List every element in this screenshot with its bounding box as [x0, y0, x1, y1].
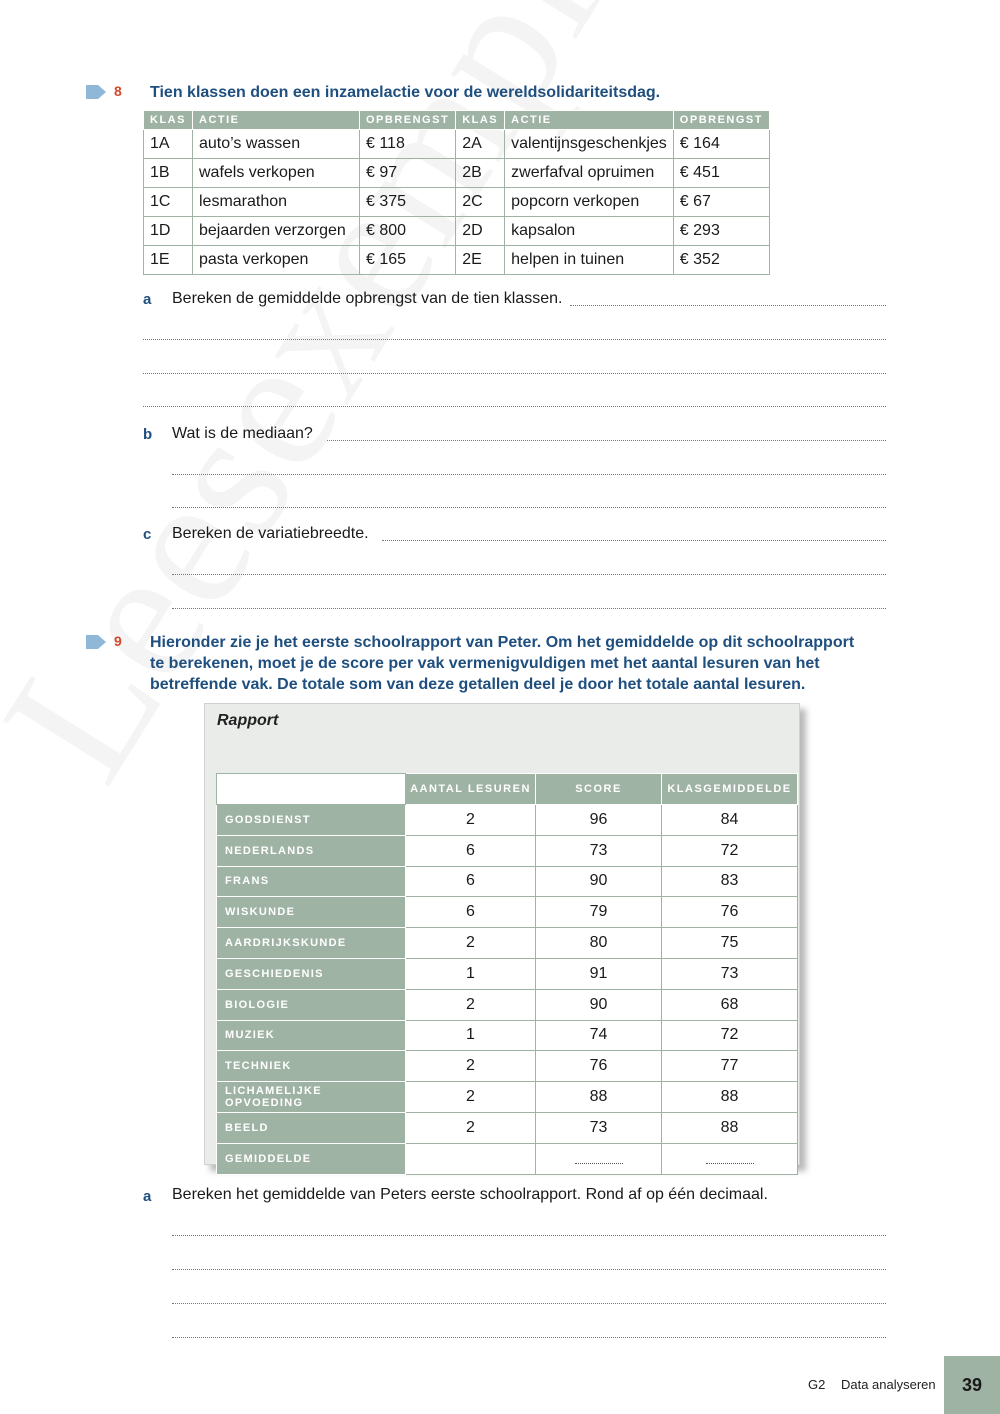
table-cell: € 97 [360, 159, 456, 188]
answer-line[interactable] [143, 406, 886, 407]
empty-header-cell [217, 774, 406, 805]
lesson-hours: 2 [406, 989, 536, 1020]
table-cell: popcorn verkopen [505, 188, 674, 217]
table-cell: auto’s wassen [193, 130, 360, 159]
table-cell: € 293 [673, 217, 769, 246]
class-average: 73 [662, 958, 798, 989]
table-row [217, 805, 798, 836]
table-cell: zwerfafval opruimen [505, 159, 674, 188]
table-cell: 2E [456, 246, 505, 275]
answer-line[interactable] [143, 373, 886, 374]
table-cell: € 352 [673, 246, 769, 275]
score: 90 [536, 989, 662, 1020]
answer-line[interactable] [172, 574, 886, 575]
column-header: KLAS [456, 111, 505, 130]
answer-line[interactable] [172, 1269, 886, 1270]
answer-line[interactable] [570, 305, 886, 306]
class-average: 88 [662, 1082, 798, 1113]
average-hours-cell [406, 1143, 536, 1174]
class-average: 88 [662, 1112, 798, 1143]
table-header-row [217, 774, 798, 805]
exercise-title: Hieronder zie je het eerste schoolrapport van Peter. Om het gemiddelde op dit schoolrapport te berekenen, moet je de score per vak vermenigvuldigen met het aantal lesuren van het betreffende vak. De totale som van deze getallen deel je door het totale aantal lesuren. [150, 634, 855, 693]
table-cell: pasta verkopen [193, 246, 360, 275]
section-title: Data analyseren [840, 1377, 936, 1392]
table-row [217, 835, 798, 866]
footer [808, 1377, 948, 1392]
table-cell: 1C [144, 188, 193, 217]
answer-line[interactable] [172, 1303, 886, 1304]
score: 80 [536, 928, 662, 959]
table-row [217, 897, 798, 928]
score: 88 [536, 1082, 662, 1113]
table-cell: helpen in tuinen [505, 246, 674, 275]
average-label: GEMIDDELDE [217, 1143, 406, 1174]
table-cell: 2C [456, 188, 505, 217]
lesson-hours: 6 [406, 897, 536, 928]
class-average: 72 [662, 835, 798, 866]
table-row [144, 217, 770, 246]
column-header: KLASGEMIDDELDE [662, 774, 798, 805]
answer-line[interactable] [172, 1235, 886, 1236]
class-average: 77 [662, 1051, 798, 1082]
exercise-number: 9 [114, 633, 122, 649]
table-row [144, 159, 770, 188]
answer-line[interactable] [172, 507, 886, 508]
lesson-hours: 6 [406, 835, 536, 866]
score: 73 [536, 1112, 662, 1143]
column-header: SCORE [536, 774, 662, 805]
subject-label: BIOLOGIE [217, 989, 406, 1020]
answer-line[interactable] [327, 440, 886, 441]
subject-label: LICHAMELIJKE OPVOEDING [217, 1082, 406, 1113]
score: 91 [536, 958, 662, 989]
lesson-hours: 1 [406, 1020, 536, 1051]
class-average: 72 [662, 1020, 798, 1051]
score: 90 [536, 866, 662, 897]
question-text: Bereken de variatiebreedte. [172, 525, 369, 542]
chapter-code: G2 [808, 1377, 826, 1392]
column-header: KLAS [144, 111, 193, 130]
column-header: OPBRENGST [673, 111, 769, 130]
table-cell: bejaarden verzorgen [193, 217, 360, 246]
table-cell: € 118 [360, 130, 456, 159]
report-table [216, 773, 798, 1175]
score: 76 [536, 1051, 662, 1082]
subject-label: GESCHIEDENIS [217, 958, 406, 989]
score: 79 [536, 897, 662, 928]
table-cell: kapsalon [505, 217, 674, 246]
average-class-field[interactable] [662, 1143, 798, 1174]
table-cell: € 800 [360, 217, 456, 246]
score: 96 [536, 805, 662, 836]
subject-label: AARDRIJKSKUNDE [217, 928, 406, 959]
table-cell: € 375 [360, 188, 456, 217]
report-card [204, 703, 800, 1165]
lesson-hours: 2 [406, 1051, 536, 1082]
average-score-field[interactable] [536, 1143, 662, 1174]
question-text: Bereken het gemiddelde van Peters eerste schoolrapport. Rond af op één decimaal. [172, 1186, 768, 1203]
score: 74 [536, 1020, 662, 1051]
exercise-title: Tien klassen doen een inzamelactie voor de wereldsolidariteitsdag. [150, 84, 661, 101]
lesson-hours: 1 [406, 958, 536, 989]
table-cell: 1D [144, 217, 193, 246]
column-header: ACTIE [505, 111, 674, 130]
table-row [217, 1112, 798, 1143]
answer-line[interactable] [382, 540, 886, 541]
table-header-row [144, 111, 770, 130]
table-row [144, 188, 770, 217]
class-average: 75 [662, 928, 798, 959]
lesson-hours: 2 [406, 1082, 536, 1113]
question-text: Bereken de gemiddelde opbrengst van de tien klassen. [172, 290, 563, 307]
question-letter: a [143, 291, 152, 308]
subject-label: MUZIEK [217, 1020, 406, 1051]
arrow-marker-icon [86, 85, 106, 99]
table-row [217, 928, 798, 959]
question-letter: b [143, 426, 153, 443]
question-letter: c [143, 526, 152, 543]
table-row [217, 958, 798, 989]
subject-label: NEDERLANDS [217, 835, 406, 866]
table-cell: valentijnsgeschenkjes [505, 130, 674, 159]
class-average: 83 [662, 866, 798, 897]
table-cell: 2D [456, 217, 505, 246]
table-cell: € 164 [673, 130, 769, 159]
subject-label: BEELD [217, 1112, 406, 1143]
subject-label: GODSDIENST [217, 805, 406, 836]
table-cell: 1E [144, 246, 193, 275]
table-cell: lesmarathon [193, 188, 360, 217]
table-row [217, 1020, 798, 1051]
answer-line[interactable] [143, 339, 886, 340]
table-cell: € 451 [673, 159, 769, 188]
subject-label: TECHNIEK [217, 1051, 406, 1082]
table-row [144, 246, 770, 275]
lesson-hours: 2 [406, 928, 536, 959]
table-row [217, 866, 798, 897]
question-text: Wat is de mediaan? [172, 425, 313, 442]
table-cell: wafels verkopen [193, 159, 360, 188]
column-header: OPBRENGST [360, 111, 456, 130]
table-cell: 2A [456, 130, 505, 159]
lesson-hours: 6 [406, 866, 536, 897]
subject-label: WISKUNDE [217, 897, 406, 928]
arrow-marker-icon [86, 635, 106, 649]
class-average: 68 [662, 989, 798, 1020]
table-cell: € 67 [673, 188, 769, 217]
table-row [217, 1082, 798, 1113]
exercise-9-header [86, 632, 870, 695]
answer-line[interactable] [172, 1337, 886, 1338]
column-header: AANTAL LESUREN [406, 774, 536, 805]
score: 73 [536, 835, 662, 866]
page-number: 39 [944, 1356, 1000, 1414]
average-row [217, 1143, 798, 1174]
lesson-hours: 2 [406, 805, 536, 836]
table-row [144, 130, 770, 159]
lesson-hours: 2 [406, 1112, 536, 1143]
table-cell: € 165 [360, 246, 456, 275]
class-average: 84 [662, 805, 798, 836]
exercise-8-header [86, 82, 870, 103]
table-cell: 1A [144, 130, 193, 159]
table-row [217, 1051, 798, 1082]
table-cell: 2B [456, 159, 505, 188]
exercise-number: 8 [114, 83, 122, 99]
table-cell: 1B [144, 159, 193, 188]
class-average: 76 [662, 897, 798, 928]
table-row [217, 989, 798, 1020]
question-letter: a [143, 1188, 152, 1205]
report-title: Rapport [217, 712, 279, 729]
answer-line[interactable] [172, 474, 886, 475]
donation-table [143, 110, 770, 275]
subject-label: FRANS [217, 866, 406, 897]
column-header: ACTIE [193, 111, 360, 130]
answer-line[interactable] [172, 608, 886, 609]
